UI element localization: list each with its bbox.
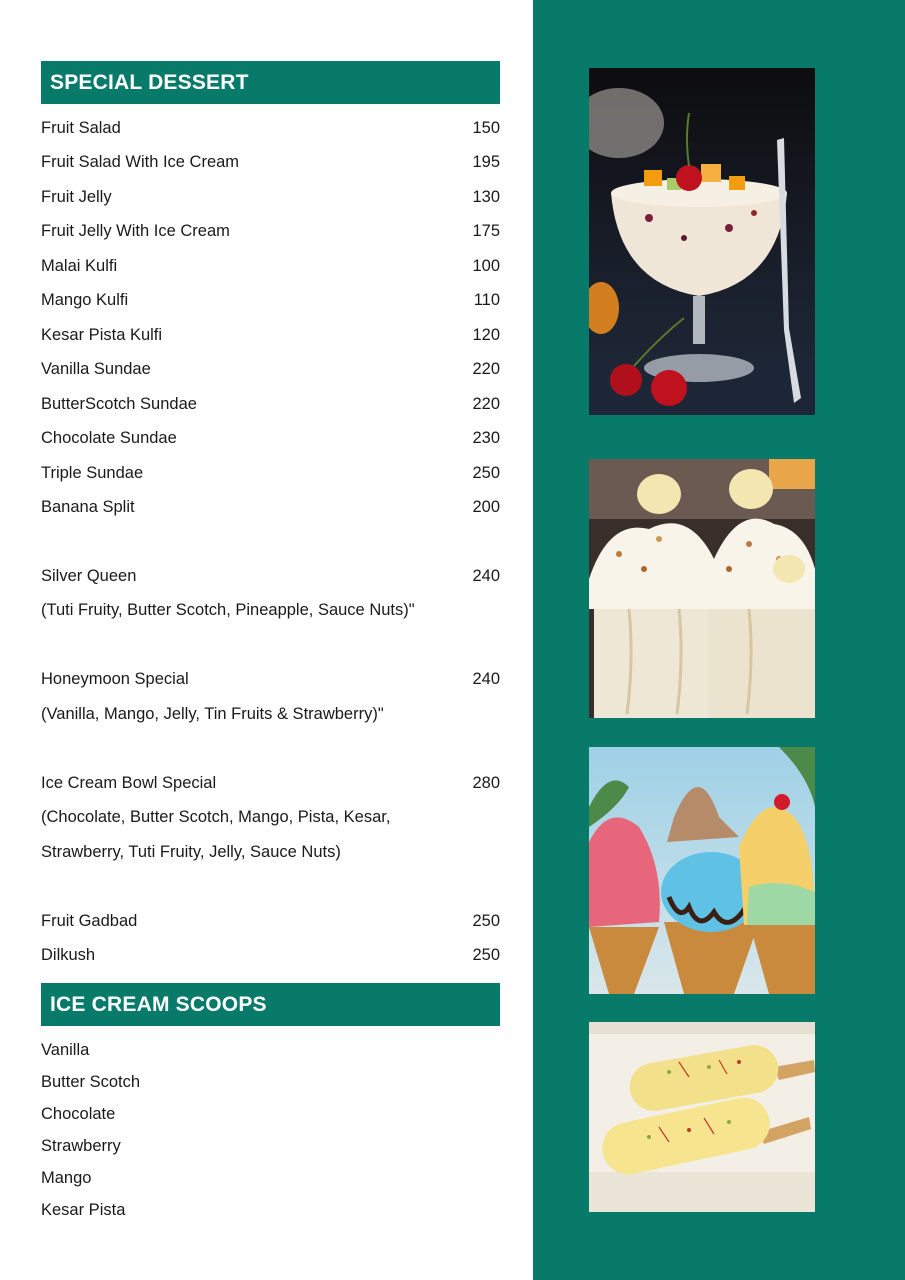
item-name: Silver Queen — [41, 567, 137, 585]
item-name: Honeymoon Special — [41, 670, 189, 688]
kulfi-photo — [589, 1022, 815, 1212]
item-name: Fruit Jelly — [41, 188, 112, 206]
item-name: Chocolate Sundae — [41, 429, 177, 447]
menu-item — [41, 182, 500, 212]
item-name: Malai Kulfi — [41, 257, 118, 275]
item-description — [41, 595, 500, 625]
item-name: Strawberry — [41, 1137, 121, 1155]
menu-item-bowl-special — [41, 768, 500, 798]
menu-item — [41, 251, 500, 281]
item-price: 240 — [472, 670, 500, 688]
menu-item — [41, 458, 500, 488]
scoop-item — [41, 1131, 500, 1161]
item-name: Banana Split — [41, 498, 135, 516]
item-price: 230 — [472, 429, 500, 447]
item-description — [41, 802, 500, 832]
item-name: Vanilla Sundae — [41, 360, 151, 378]
item-name: Fruit Salad With Ice Cream — [41, 153, 240, 171]
description-text: (Vanilla, Mango, Jelly, Tin Fruits & Strawberry)" — [41, 705, 384, 723]
item-price: 280 — [472, 774, 500, 792]
menu-item — [41, 906, 500, 936]
menu-item — [41, 492, 500, 522]
item-price: 120 — [472, 326, 500, 344]
item-name: Fruit Gadbad — [41, 912, 138, 930]
item-price: 100 — [472, 257, 500, 275]
ice-cream-cones-photo — [589, 747, 815, 994]
description-text: (Chocolate, Butter Scotch, Mango, Pista, Kesar, — [41, 808, 391, 826]
item-description — [41, 837, 500, 867]
description-text: Strawberry, Tuti Fruity, Jelly, Sauce Nuts) — [41, 843, 341, 861]
fruit-salad-photo — [589, 68, 815, 415]
item-name: Fruit Salad — [41, 119, 121, 137]
item-name: Mango — [41, 1169, 92, 1187]
item-name: Vanilla — [41, 1041, 90, 1059]
item-price: 250 — [472, 464, 500, 482]
item-description — [41, 699, 500, 729]
menu-item — [41, 940, 500, 970]
item-name: Butter Scotch — [41, 1073, 141, 1091]
item-name: ButterScotch Sundae — [41, 395, 197, 413]
menu-item-silver-queen — [41, 561, 500, 591]
ice-cream-scoops-heading: ICE CREAM SCOOPS — [41, 983, 500, 1026]
menu-item — [41, 389, 500, 419]
item-price: 110 — [473, 291, 500, 309]
item-name: Ice Cream Bowl Special — [41, 774, 217, 792]
menu-item — [41, 423, 500, 453]
item-price: 220 — [472, 395, 500, 413]
scoop-item — [41, 1195, 500, 1225]
item-name: Fruit Jelly With Ice Cream — [41, 222, 230, 240]
item-name: Kesar Pista Kulfi — [41, 326, 163, 344]
item-name: Chocolate — [41, 1105, 116, 1123]
menu-item — [41, 113, 500, 143]
menu-item — [41, 285, 500, 315]
scoop-item — [41, 1163, 500, 1193]
item-name: Kesar Pista — [41, 1201, 126, 1219]
item-price: 200 — [472, 498, 500, 516]
item-price: 220 — [472, 360, 500, 378]
item-price: 150 — [472, 119, 500, 137]
menu-item-honeymoon-special — [41, 664, 500, 694]
item-price: 175 — [472, 222, 500, 240]
menu-item — [41, 320, 500, 350]
scoop-item — [41, 1035, 500, 1065]
item-price: 130 — [472, 188, 500, 206]
menu-item — [41, 354, 500, 384]
menu-item — [41, 147, 500, 177]
scoop-item — [41, 1099, 500, 1129]
scoop-item — [41, 1067, 500, 1097]
item-name: Mango Kulfi — [41, 291, 129, 309]
item-price: 195 — [472, 153, 500, 171]
item-price: 250 — [472, 946, 500, 964]
special-dessert-heading: SPECIAL DESSERT — [41, 61, 500, 104]
milkshake-photo — [589, 459, 815, 718]
item-price: 240 — [472, 567, 500, 585]
description-text: (Tuti Fruity, Butter Scotch, Pineapple, Sauce Nuts)" — [41, 601, 415, 619]
item-price: 250 — [472, 912, 500, 930]
menu-item — [41, 216, 500, 246]
item-name: Triple Sundae — [41, 464, 144, 482]
item-name: Dilkush — [41, 946, 96, 964]
